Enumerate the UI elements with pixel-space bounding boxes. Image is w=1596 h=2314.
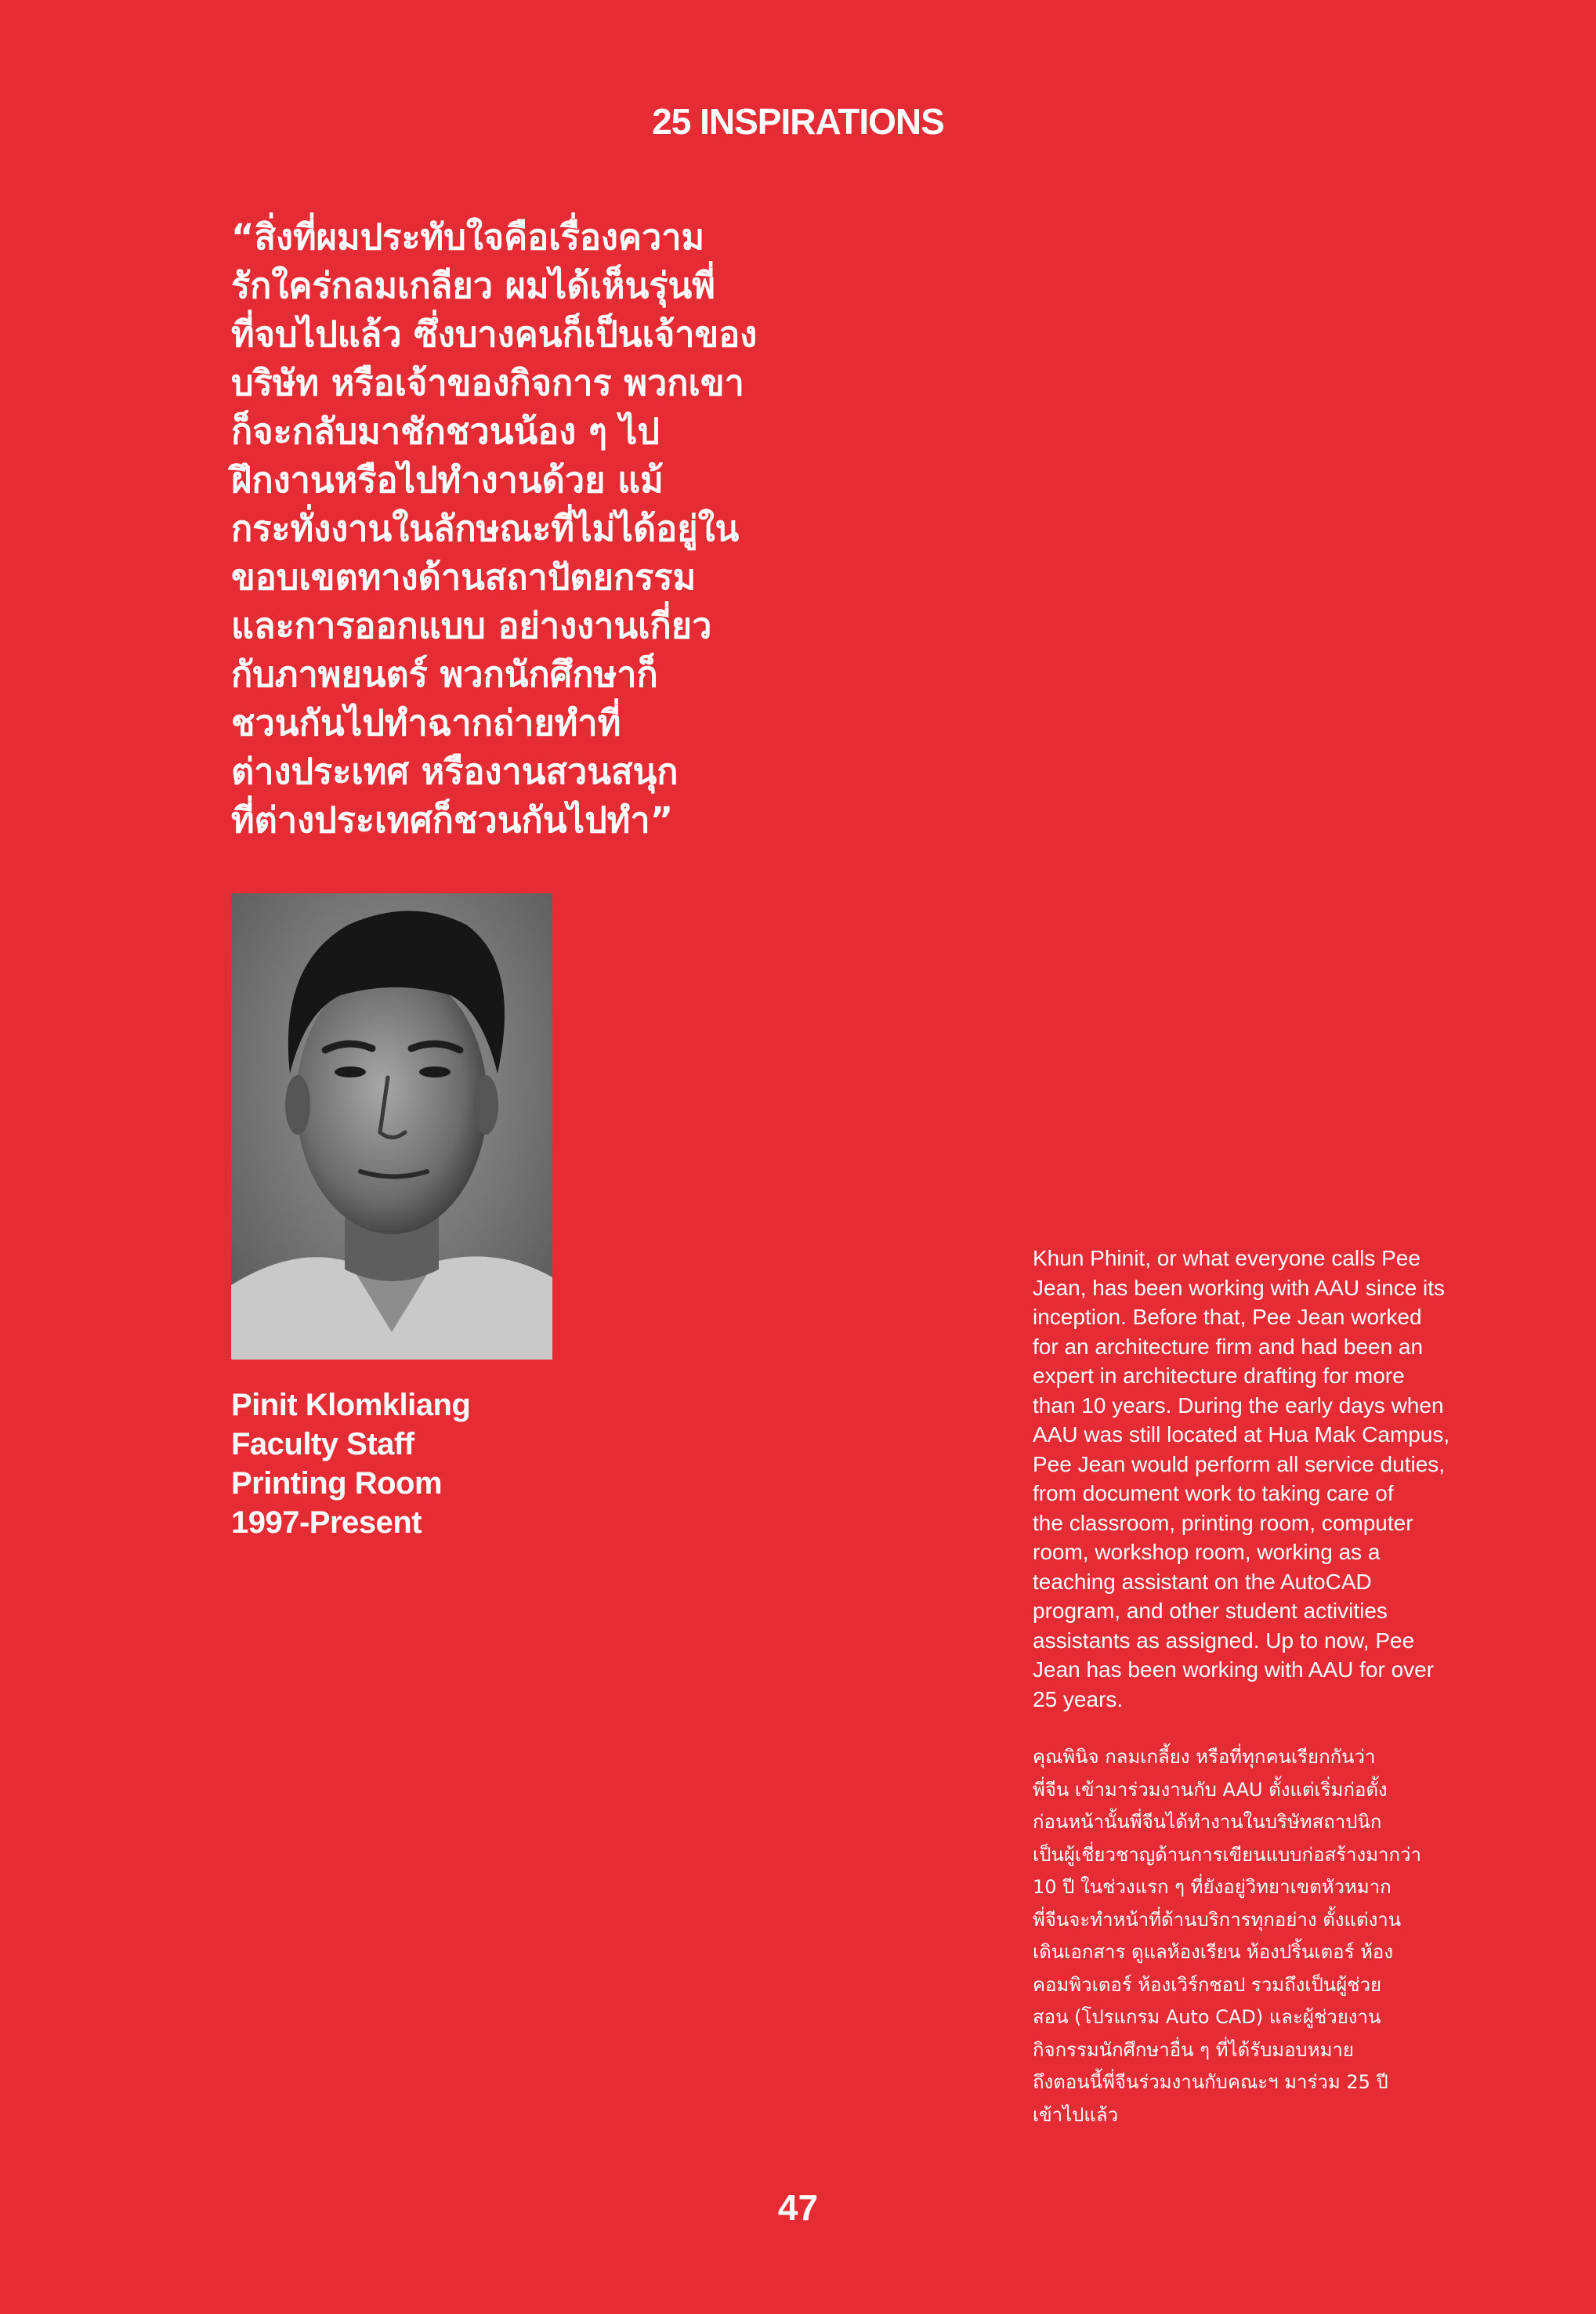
page-number: 47 [777, 2187, 819, 2228]
section-header: 25 INSPIRATIONS [652, 101, 944, 142]
person-department: Printing Room [231, 1466, 443, 1501]
portrait-photo [231, 893, 552, 1360]
person-period: 1997-Present [231, 1505, 422, 1540]
person-role: Faculty Staff [231, 1427, 414, 1461]
bio-english: Khun Phinit, or what everyone calls Pee Jean, has been working with AAU since its inception. Before that, Pee Jean worked for an architecture firm and had been an expert in architecture drafting for more than 10 years. During the early days when AAU was still located at Hua Mak Campus, Pee Jean would perform all service duties, from document work to taking care of the classroom, printing room, computer room, workshop room, working as a teaching assistant on the AutoCAD program, and other student activities assistants as assigned. Up to now, Pee Jean has been working with AAU for over 25 years. [1033, 1246, 1450, 1711]
bio-thai: คุณพินิจ กลมเกลี้ยง หรือที่ทุกคนเรียกกันว่า พี่จีน เข้ามาร่วมงานกับ AAU ตั้งแต่เริ่มก่อตั้ง ก่อนหน้านั้นพี่จีนได้ทำงานในบริษัทสถาปนิก เป็นผู้เชี่ยวชาญด้านการเขียนแบบก่อสร้างมากว่า 10 ปี ในช่วงแรก ๆ ที่ยังอยู่วิทยาเขตหัวหมาก พี่จีนจะทำหน้าที่ด้านบริการทุกอย่าง ตั้งแต่งาน เดินเอกสาร ดูแลห้องเรียน ห้องปริ้นเตอร์ ห้อง คอมพิวเตอร์ ห้องเวิร์กชอป รวมถึงเป็นผู้ช่วย สอน (โปรแกรม Auto CAD) และผู้ช่วยงาน กิจกรรมนักศึกษาอื่น ๆ ที่ได้รับมอบหมาย ถึงตอนนี้พี่จีนร่วมงานกับคณะฯ มาร่วม 25 ปี เข้าไปแล้ว [1033, 1746, 1421, 2126]
person-name: Pinit Klomkliang [231, 1388, 471, 1422]
person-info [231, 1385, 470, 1542]
pull-quote: “สิ่งที่ผมประทับใจคือเรื่องความ รักใคร่กลมเกลียว ผมได้เห็นรุ่นพี่ ที่จบไปแล้ว ซึ่งบางคนก็เป็นเจ้าของ บริษัท หรือเจ้าของกิจการ พวกเขา ก็จะกลับมาชักชวนน้อง ๆ ไป ฝึกงานหรือไปทำงานด้วย แม้ กระทั่งงานในลักษณะที่ไม่ได้อยู่ใน ขอบเขตทางด้านสถาปัตยกรรม และการออกแบบ อย่างงานเกี่ยว กับภาพยนตร์ พวกนักศึกษาก็ ชวนกันไปทำฉากถ่ายทำที่ ต่างประเทศ หรืองานสวนสนุก ที่ต่างประเทศก็ชวนกันไปทำ” [231, 216, 758, 841]
